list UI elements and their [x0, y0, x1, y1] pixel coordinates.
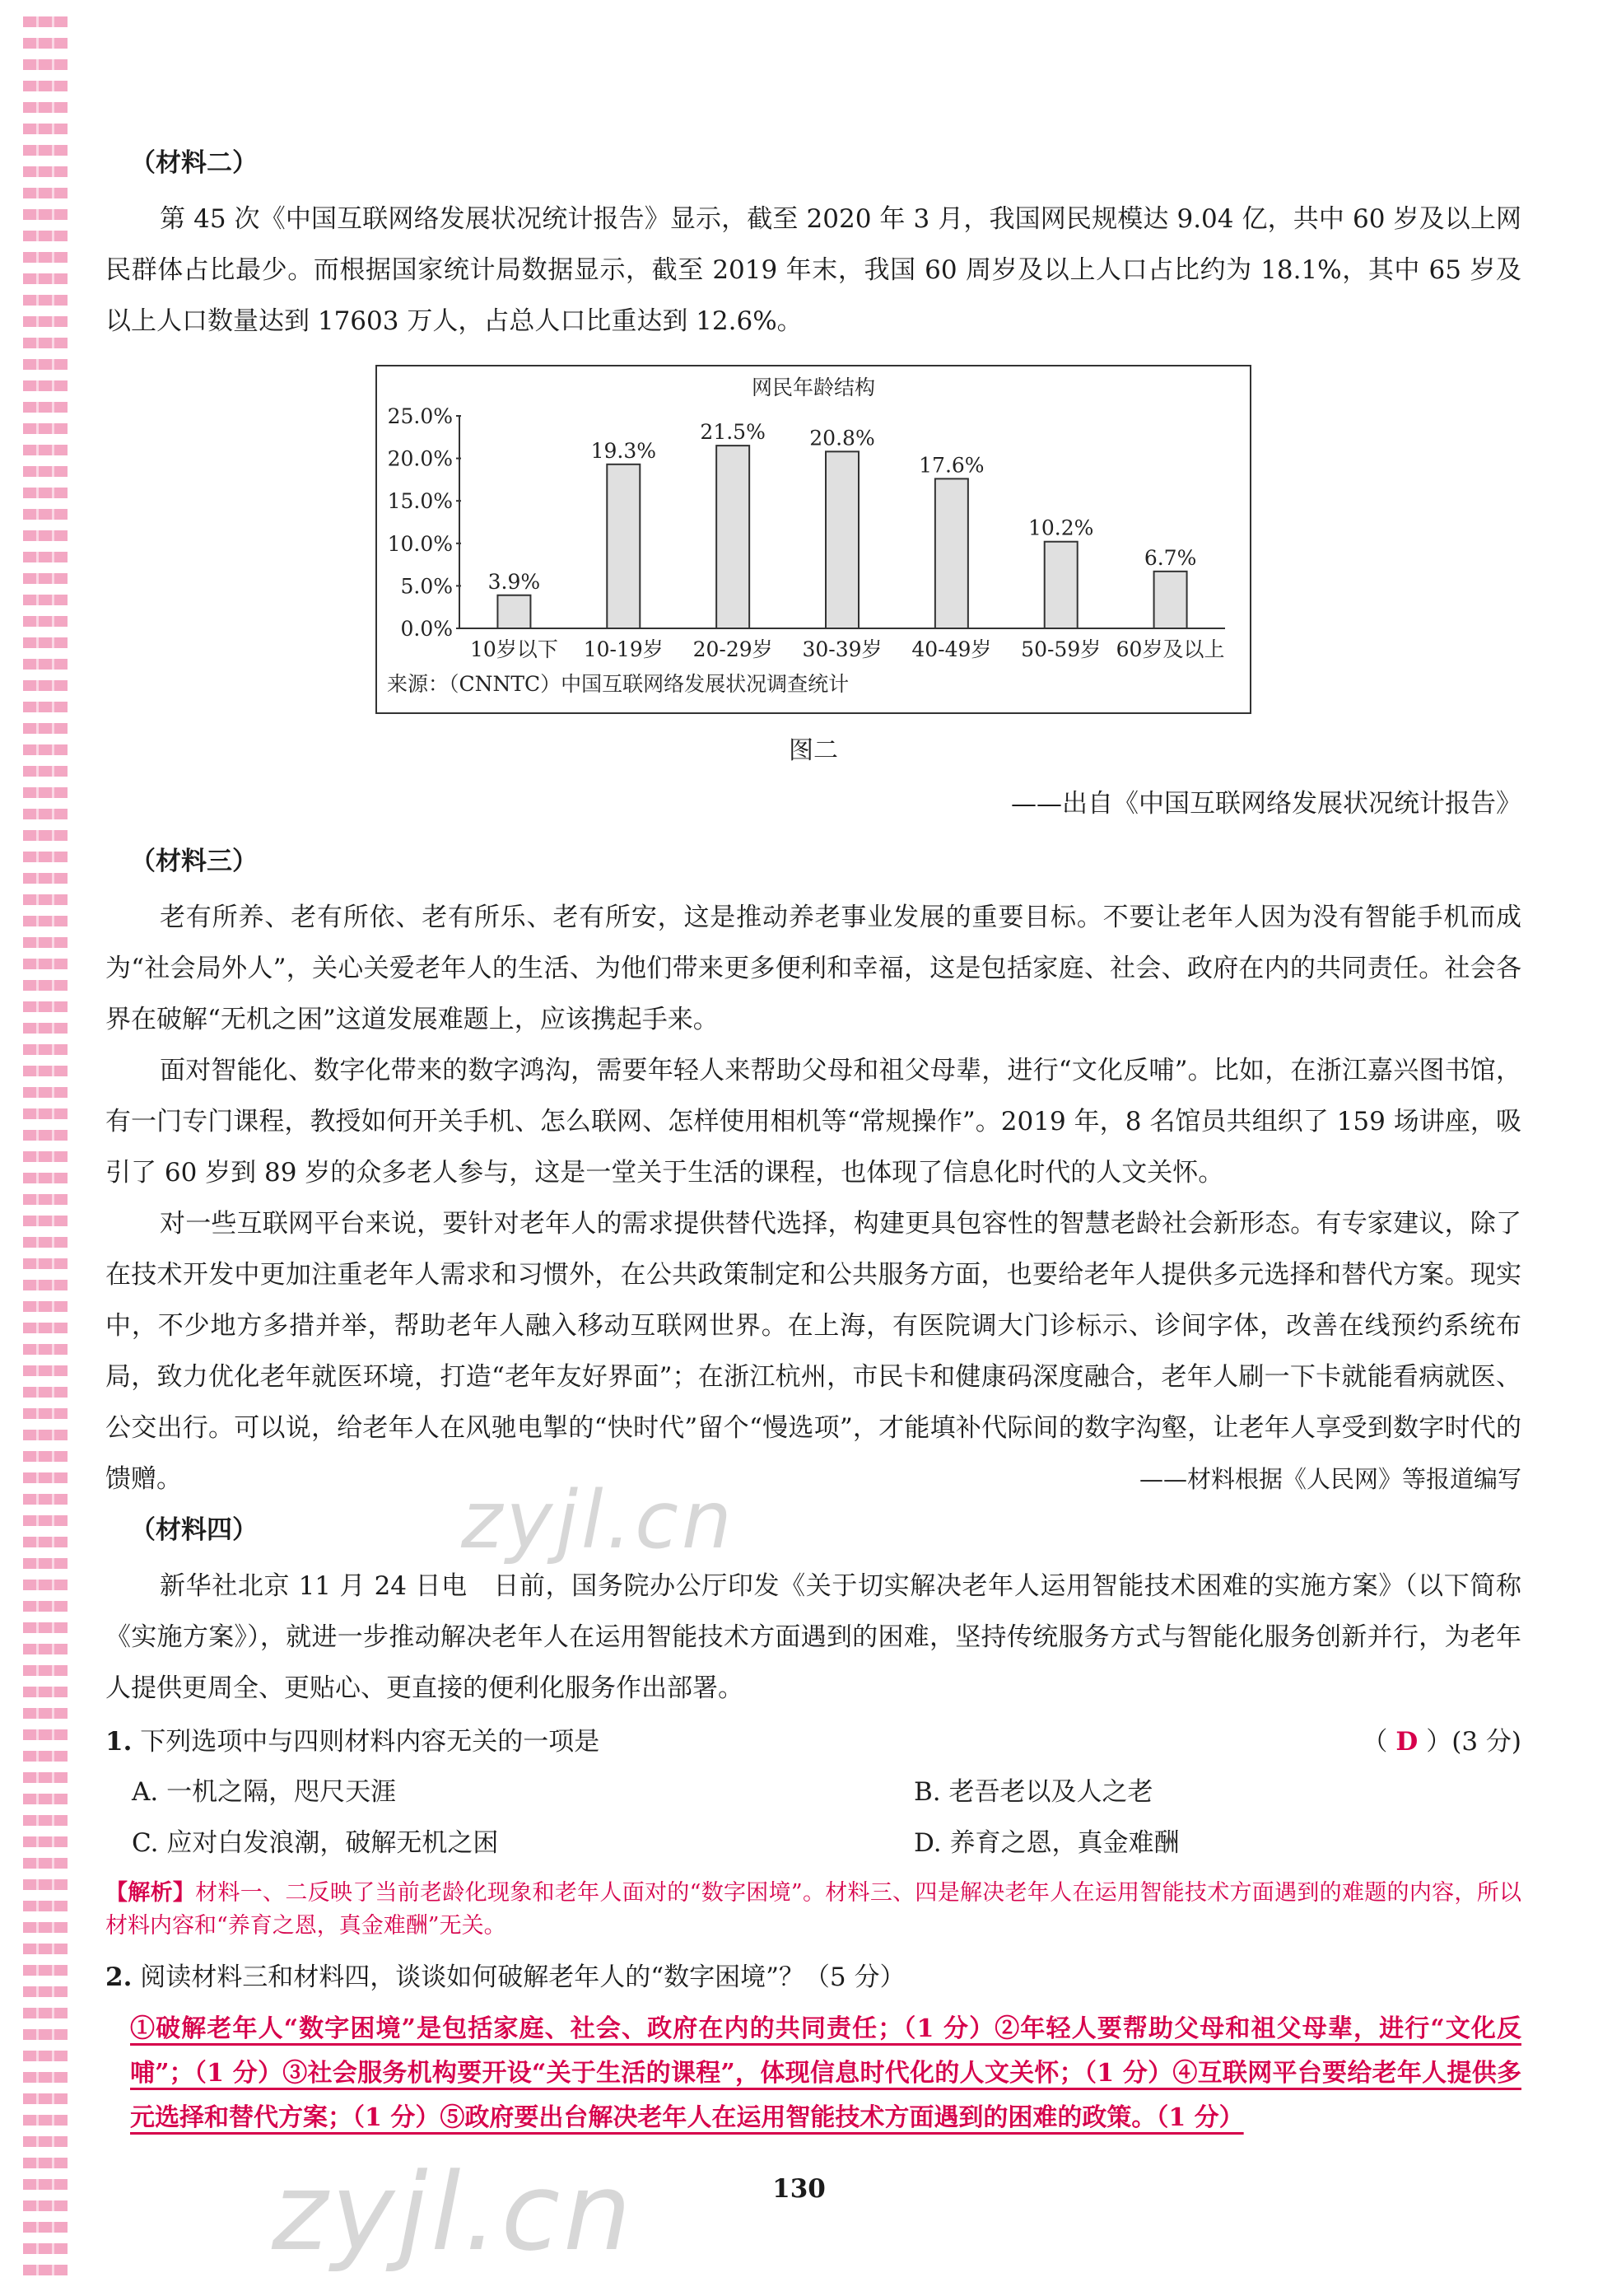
chart-source: 来源：（CNNTC）中国互联网络发展状况调查统计 — [387, 672, 850, 696]
bar — [607, 464, 640, 628]
question1-text: 下列选项中与四则材料内容无关的一项是 — [140, 1727, 600, 1757]
bar — [1154, 572, 1187, 628]
data-label: 20.8% — [809, 426, 875, 450]
data-label: 10.2% — [1028, 516, 1094, 540]
bar — [935, 478, 968, 628]
x-tick-label: 10岁以下 — [470, 637, 558, 661]
x-tick-label: 40-49岁 — [911, 637, 992, 661]
x-tick-label: 30-39岁 — [802, 637, 883, 661]
material4-paragraph: 新华社北京 11 月 24 日电 日前，国务院办公厅印发《关于切实解决老年人运用智能技术困难的实施方案》（以下简称《实施方案》），就进一步推动解决老年人在运用智能技术方面遇到的困难，坚持传统服务方式与智能化服务创新并行，为老年人提供更周全、更贴心、更直接的便利化服务作出部署。 — [105, 1571, 1521, 1703]
bar — [1045, 542, 1078, 628]
material4-heading: （材料四） — [130, 1515, 258, 1545]
material2-source: ——出自《中国互联网络发展状况统计报告》 — [1011, 789, 1521, 819]
page-edge-decoration — [23, 16, 68, 2281]
question1-paren-close: ） — [1426, 1727, 1452, 1757]
analysis-tag: 【解析】 — [105, 1880, 196, 1906]
watermark-bottom: zyjl.cn — [272, 2149, 635, 2275]
y-tick-label: 25.0% — [387, 404, 453, 428]
question1-options — [105, 1766, 1521, 1869]
watermark-middle: zyjl.cn — [461, 1474, 735, 1566]
question1-analysis — [105, 1877, 1521, 1943]
data-label: 21.5% — [700, 420, 766, 445]
material2-paragraph: 第 45 次《中国互联网络发展状况统计报告》显示，截至 2020 年 3 月，我国网民规模达 9.04 亿，共中 60 岁及以上网民群体占比最少。而根据国家统计局数据显示，截至 2019 年末，我国 60 周岁及以上人口占比约为 18.1%，其中 65 岁及以上人口数量达到 17603 万人，占总人口比重达到 12.6%。 — [105, 204, 1521, 336]
question1-number: 1. — [105, 1727, 133, 1757]
data-label: 6.7% — [1144, 545, 1197, 570]
x-tick-label: 50-59岁 — [1021, 637, 1102, 661]
y-tick-label: 5.0% — [400, 574, 453, 599]
material3-paragraph-3-text: 对一些互联网平台来说，要针对老年人的需求提供替代选择，构建更具包容性的智慧老龄社会新形态。有专家建议，除了在技术开发中更加注重老年人需求和习惯外，在公共政策制定和公共服务方面，也要给老年人提供多元选择和替代方案。现实中，不少地方多措并举，帮助老年人融入移动互联网世界。在上海，有医院调大门诊标示、诊间字体，改善在线预约系统布局，致力优化老年就医环境，打造“老年友好界面”；在浙江杭州，市民卡和健康码深度融合，老年人刷一下卡就能看病就医、公交出行。可以说，给老年人在风驰电掣的“快时代”留个“慢选项”，才能填补代际间的数字沟壑，让老年人享受到数字时代的馈赠。 — [105, 1209, 1521, 1494]
x-tick-label: 60岁及以上 — [1116, 637, 1225, 661]
question1-answer: D — [1395, 1727, 1419, 1757]
x-tick-label: 10-19岁 — [583, 637, 664, 661]
material3-paragraph-1: 老有所养、老有所依、老有所乐、老有所安，这是推动养老事业发展的重要目标。不要让老年人因为没有智能手机而成为“社会局外人”，关心关爱老年人的生活、为他们带来更多便利和幸福，这是包括家庭、社会、政府在内的共同责任。社会各界在破解“无机之困”这道发展难题上，应该携起手来。 — [105, 903, 1521, 1034]
option-a: A. 一机之隔，咫尺天涯 — [132, 1777, 397, 1807]
page-content — [105, 144, 1521, 2140]
chart-svg — [377, 366, 1250, 712]
y-tick-label: 0.0% — [400, 617, 453, 641]
data-label: 19.3% — [590, 438, 656, 463]
material3-heading: （材料三） — [130, 847, 258, 876]
question1-score: (3 分) — [1451, 1727, 1521, 1757]
data-label: 3.9% — [487, 569, 541, 594]
data-label: 17.6% — [919, 453, 985, 478]
question2 — [105, 1953, 1521, 2002]
page-number: 130 — [772, 2174, 826, 2204]
x-tick-label: 20-29岁 — [692, 637, 773, 661]
question1-answer-score — [1362, 1717, 1521, 1766]
question1-paren-open: （ — [1362, 1727, 1388, 1757]
question2-text: 阅读材料三和材料四，谈谈如何破解老年人的“数字困境”？（5 分） — [140, 1962, 906, 1992]
bar — [826, 451, 859, 628]
figure-caption: 图二 — [789, 736, 838, 765]
question2-number: 2. — [105, 1962, 133, 1992]
y-tick-label: 15.0% — [387, 489, 453, 514]
option-c: C. 应对白发浪潮，破解无机之困 — [132, 1828, 499, 1858]
age-structure-chart — [375, 365, 1251, 714]
option-b: B. 老吾老以及人之老 — [914, 1777, 1153, 1807]
y-tick-label: 20.0% — [387, 446, 453, 471]
material3-paragraph-2: 面对智能化、数字化带来的数字鸿沟，需要年轻人来帮助父母和祖父母辈，进行“文化反哺”。比如，在浙江嘉兴图书馆，有一门专门课程，教授如何开关手机、怎么联网、怎样使用相机等“常规操作”。2019 年，8 名馆员共组织了 159 场讲座，吸引了 60 岁到 89 岁的众多老人参与，这是一堂关于生活的课程，也体现了信息化时代的人文关怀。 — [105, 1056, 1521, 1188]
material2-heading: （材料二） — [130, 148, 258, 178]
question2-answer: ①破解老年人“数字困境”是包括家庭、社会、政府在内的共同责任；（1 分）②年轻人要帮助父母和祖父母辈，进行“文化反哺”；（1 分）③社会服务机构要开设“关于生活的课程”，体现信息时代化的人文关怀；（1 分）④互联网平台要给老年人提供多元选择和替代方案；（1 分）⑤政府要出台解决老年人在运用智能技术方面遇到的困难的政策。（1 分） — [130, 2014, 1521, 2132]
bar — [716, 446, 749, 628]
question1 — [105, 1717, 1521, 1766]
analysis-text: 材料一、二反映了当前老龄化现象和老年人面对的“数字困境”。材料三、四是解决老年人在运用智能技术方面遇到的难题的内容，所以材料内容和“养育之恩，真金难酬”无关。 — [105, 1880, 1521, 1939]
material3-paragraph-3 — [105, 1198, 1521, 1505]
y-tick-label: 10.0% — [387, 531, 453, 556]
material3-source: ——材料根据《人民网》等报道编写 — [1139, 1465, 1521, 1493]
chart-title: 网民年龄结构 — [751, 376, 876, 399]
bar — [497, 595, 530, 628]
option-d: D. 养育之恩，真金难酬 — [914, 1828, 1180, 1858]
